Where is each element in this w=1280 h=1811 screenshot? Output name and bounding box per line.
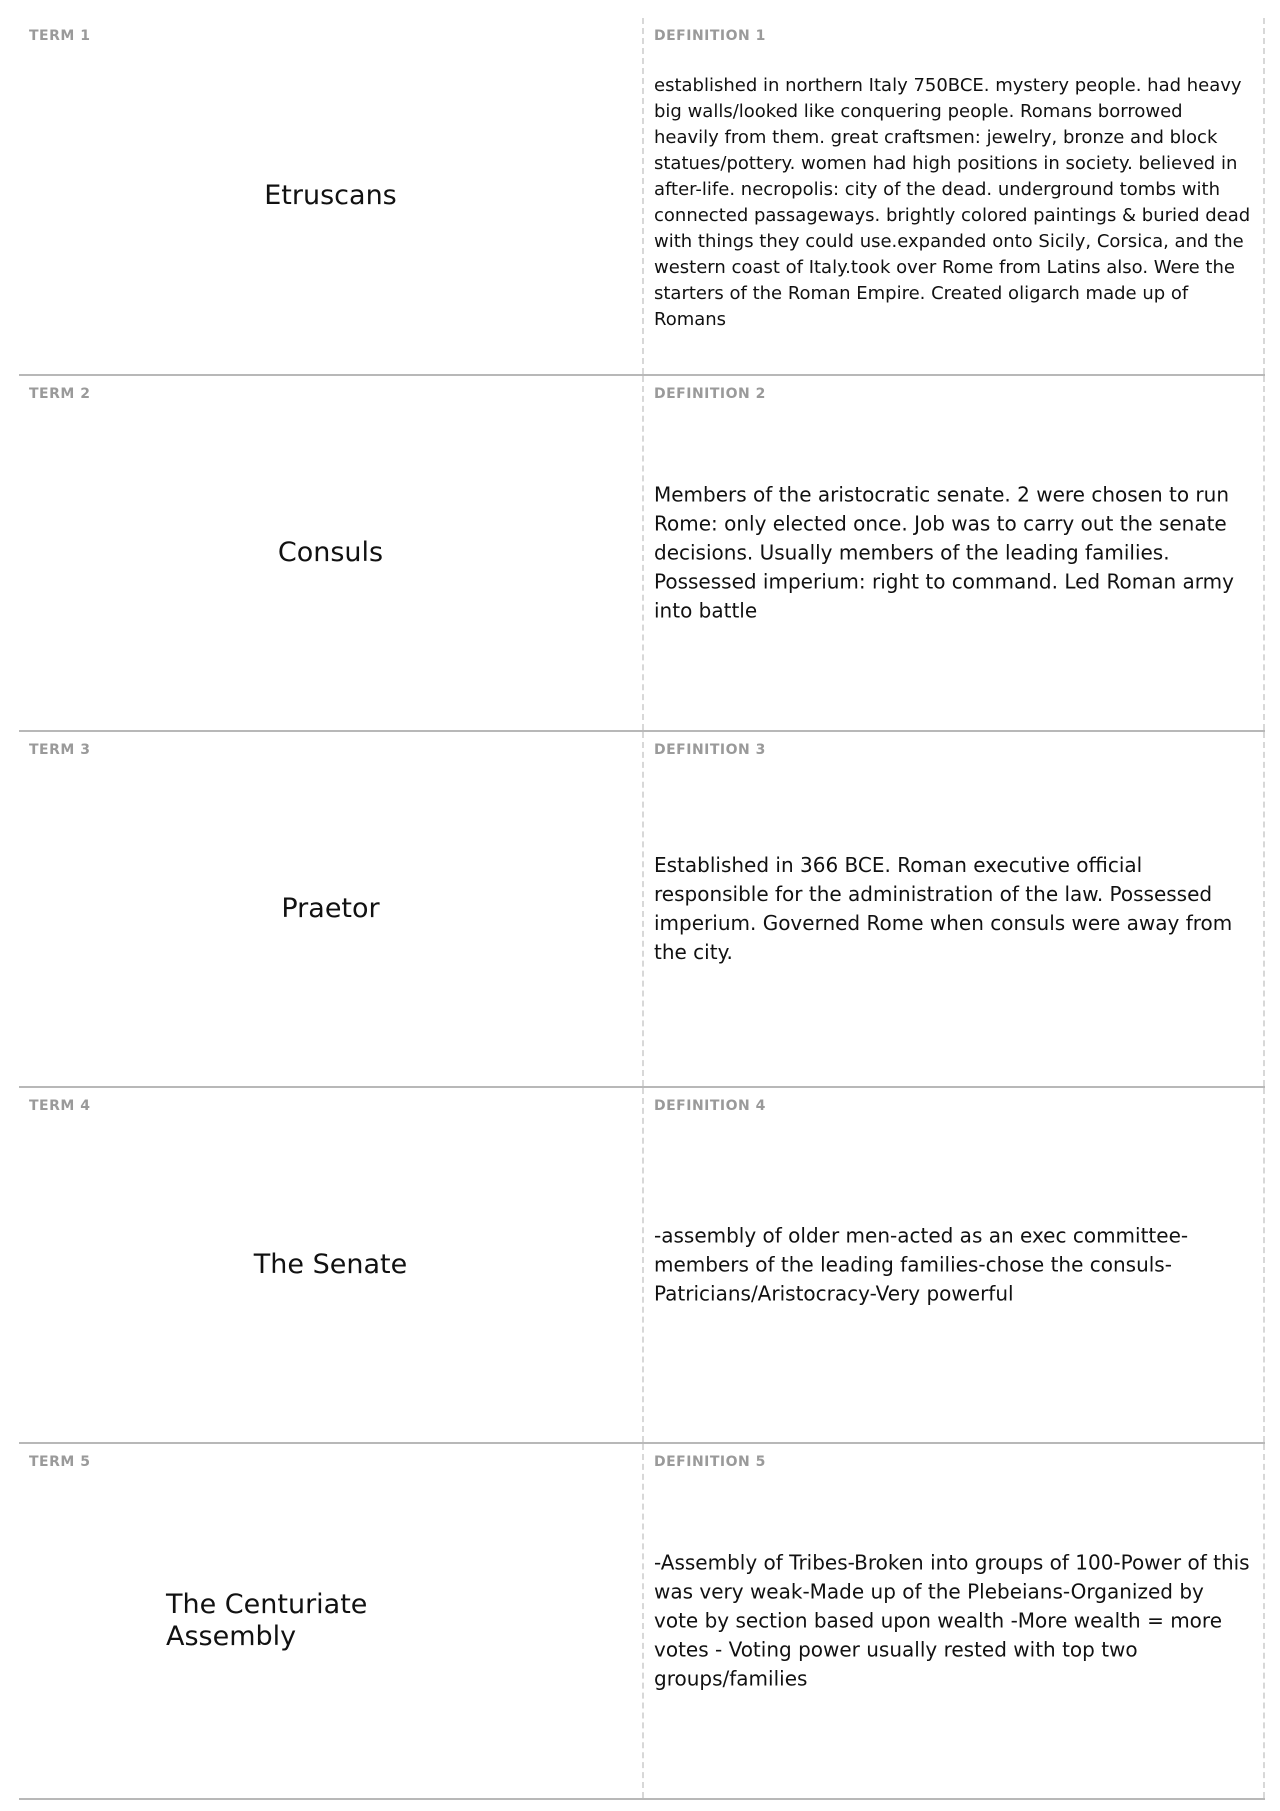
- term-text: Etruscans: [264, 180, 397, 211]
- card-row-3: [19, 732, 1265, 1088]
- definition-cell-2: [644, 376, 1263, 730]
- term-label: TERM 2: [29, 386, 91, 402]
- term-text: Consuls: [277, 537, 384, 568]
- card-row-4: [19, 1088, 1265, 1444]
- definition-cell-3: [644, 732, 1263, 1086]
- definition-label: DEFINITION 2: [654, 386, 766, 402]
- definition-label: DEFINITION 4: [654, 1098, 766, 1114]
- term-cell-5: [19, 1444, 642, 1798]
- flashcard-sheet: [19, 18, 1265, 1800]
- column-divider: [642, 18, 644, 374]
- definition-text: established in northern Italy 750BCE. mystery people. had heavy big walls/looked like conquering people. Romans borrowed heavily from them. great craftsmen: jewelry, bronze and block statues/pottery. women had high positions in society. believed in after-life. necropolis: city of the dead. underground tombs with connected passageways. brightly colored paintings & buried dead with things they could use.expanded onto Sicily, Corsica, and the western coast of Italy.took over Rome from Latins also. Were the starters of the Roman Empire. Created oligarch made up of Romans: [654, 75, 1251, 331]
- column-divider: [642, 376, 644, 730]
- term-cell-2: [19, 376, 642, 730]
- term-cell-3: [19, 732, 642, 1086]
- definition-cell-4: [644, 1088, 1263, 1442]
- term-text: The Senate: [253, 1249, 408, 1280]
- term-label: TERM 5: [29, 1454, 91, 1470]
- term-cell-1: [19, 18, 642, 374]
- card-row-1: [19, 18, 1265, 376]
- term-text: The Centuriate Assembly: [166, 1589, 368, 1652]
- definition-label: DEFINITION 1: [654, 28, 766, 44]
- term-label: TERM 4: [29, 1098, 91, 1114]
- definition-text: Members of the aristocratic senate. 2 were chosen to run Rome: only elected once. Job was to carry out the senate decisions. Usually members of the leading families. Possessed imperium: right to command. Led Roman army into battle: [654, 482, 1234, 623]
- term-label: TERM 3: [29, 742, 91, 758]
- right-edge-divider: [1263, 18, 1265, 374]
- right-edge-divider: [1263, 1444, 1265, 1798]
- right-edge-divider: [1263, 376, 1265, 730]
- term-text: Praetor: [281, 893, 380, 924]
- definition-cell-1: [644, 18, 1263, 374]
- column-divider: [642, 732, 644, 1086]
- definition-label: DEFINITION 3: [654, 742, 766, 758]
- definition-text: -assembly of older men-acted as an exec committee-members of the leading families-chose the consuls-Patricians/Aristocracy-Very powerful: [654, 1223, 1189, 1306]
- card-row-5: [19, 1444, 1265, 1800]
- column-divider: [642, 1088, 644, 1442]
- term-cell-4: [19, 1088, 642, 1442]
- definition-cell-5: [644, 1444, 1263, 1798]
- definition-text: -Assembly of Tribes-Broken into groups of 100-Power of this was very weak-Made up of the Plebeians-Organized by vote by section based upon wealth -More wealth = more votes - Voting power usually rested with top two groups/families: [654, 1550, 1250, 1691]
- definition-text: Established in 366 BCE. Roman executive official responsible for the administration of the law. Possessed imperium. Governed Rome when consuls were away from the city.: [654, 853, 1233, 964]
- term-label: TERM 1: [29, 28, 91, 44]
- column-divider: [642, 1444, 644, 1798]
- right-edge-divider: [1263, 732, 1265, 1086]
- card-row-2: [19, 376, 1265, 732]
- right-edge-divider: [1263, 1088, 1265, 1442]
- definition-label: DEFINITION 5: [654, 1454, 766, 1470]
